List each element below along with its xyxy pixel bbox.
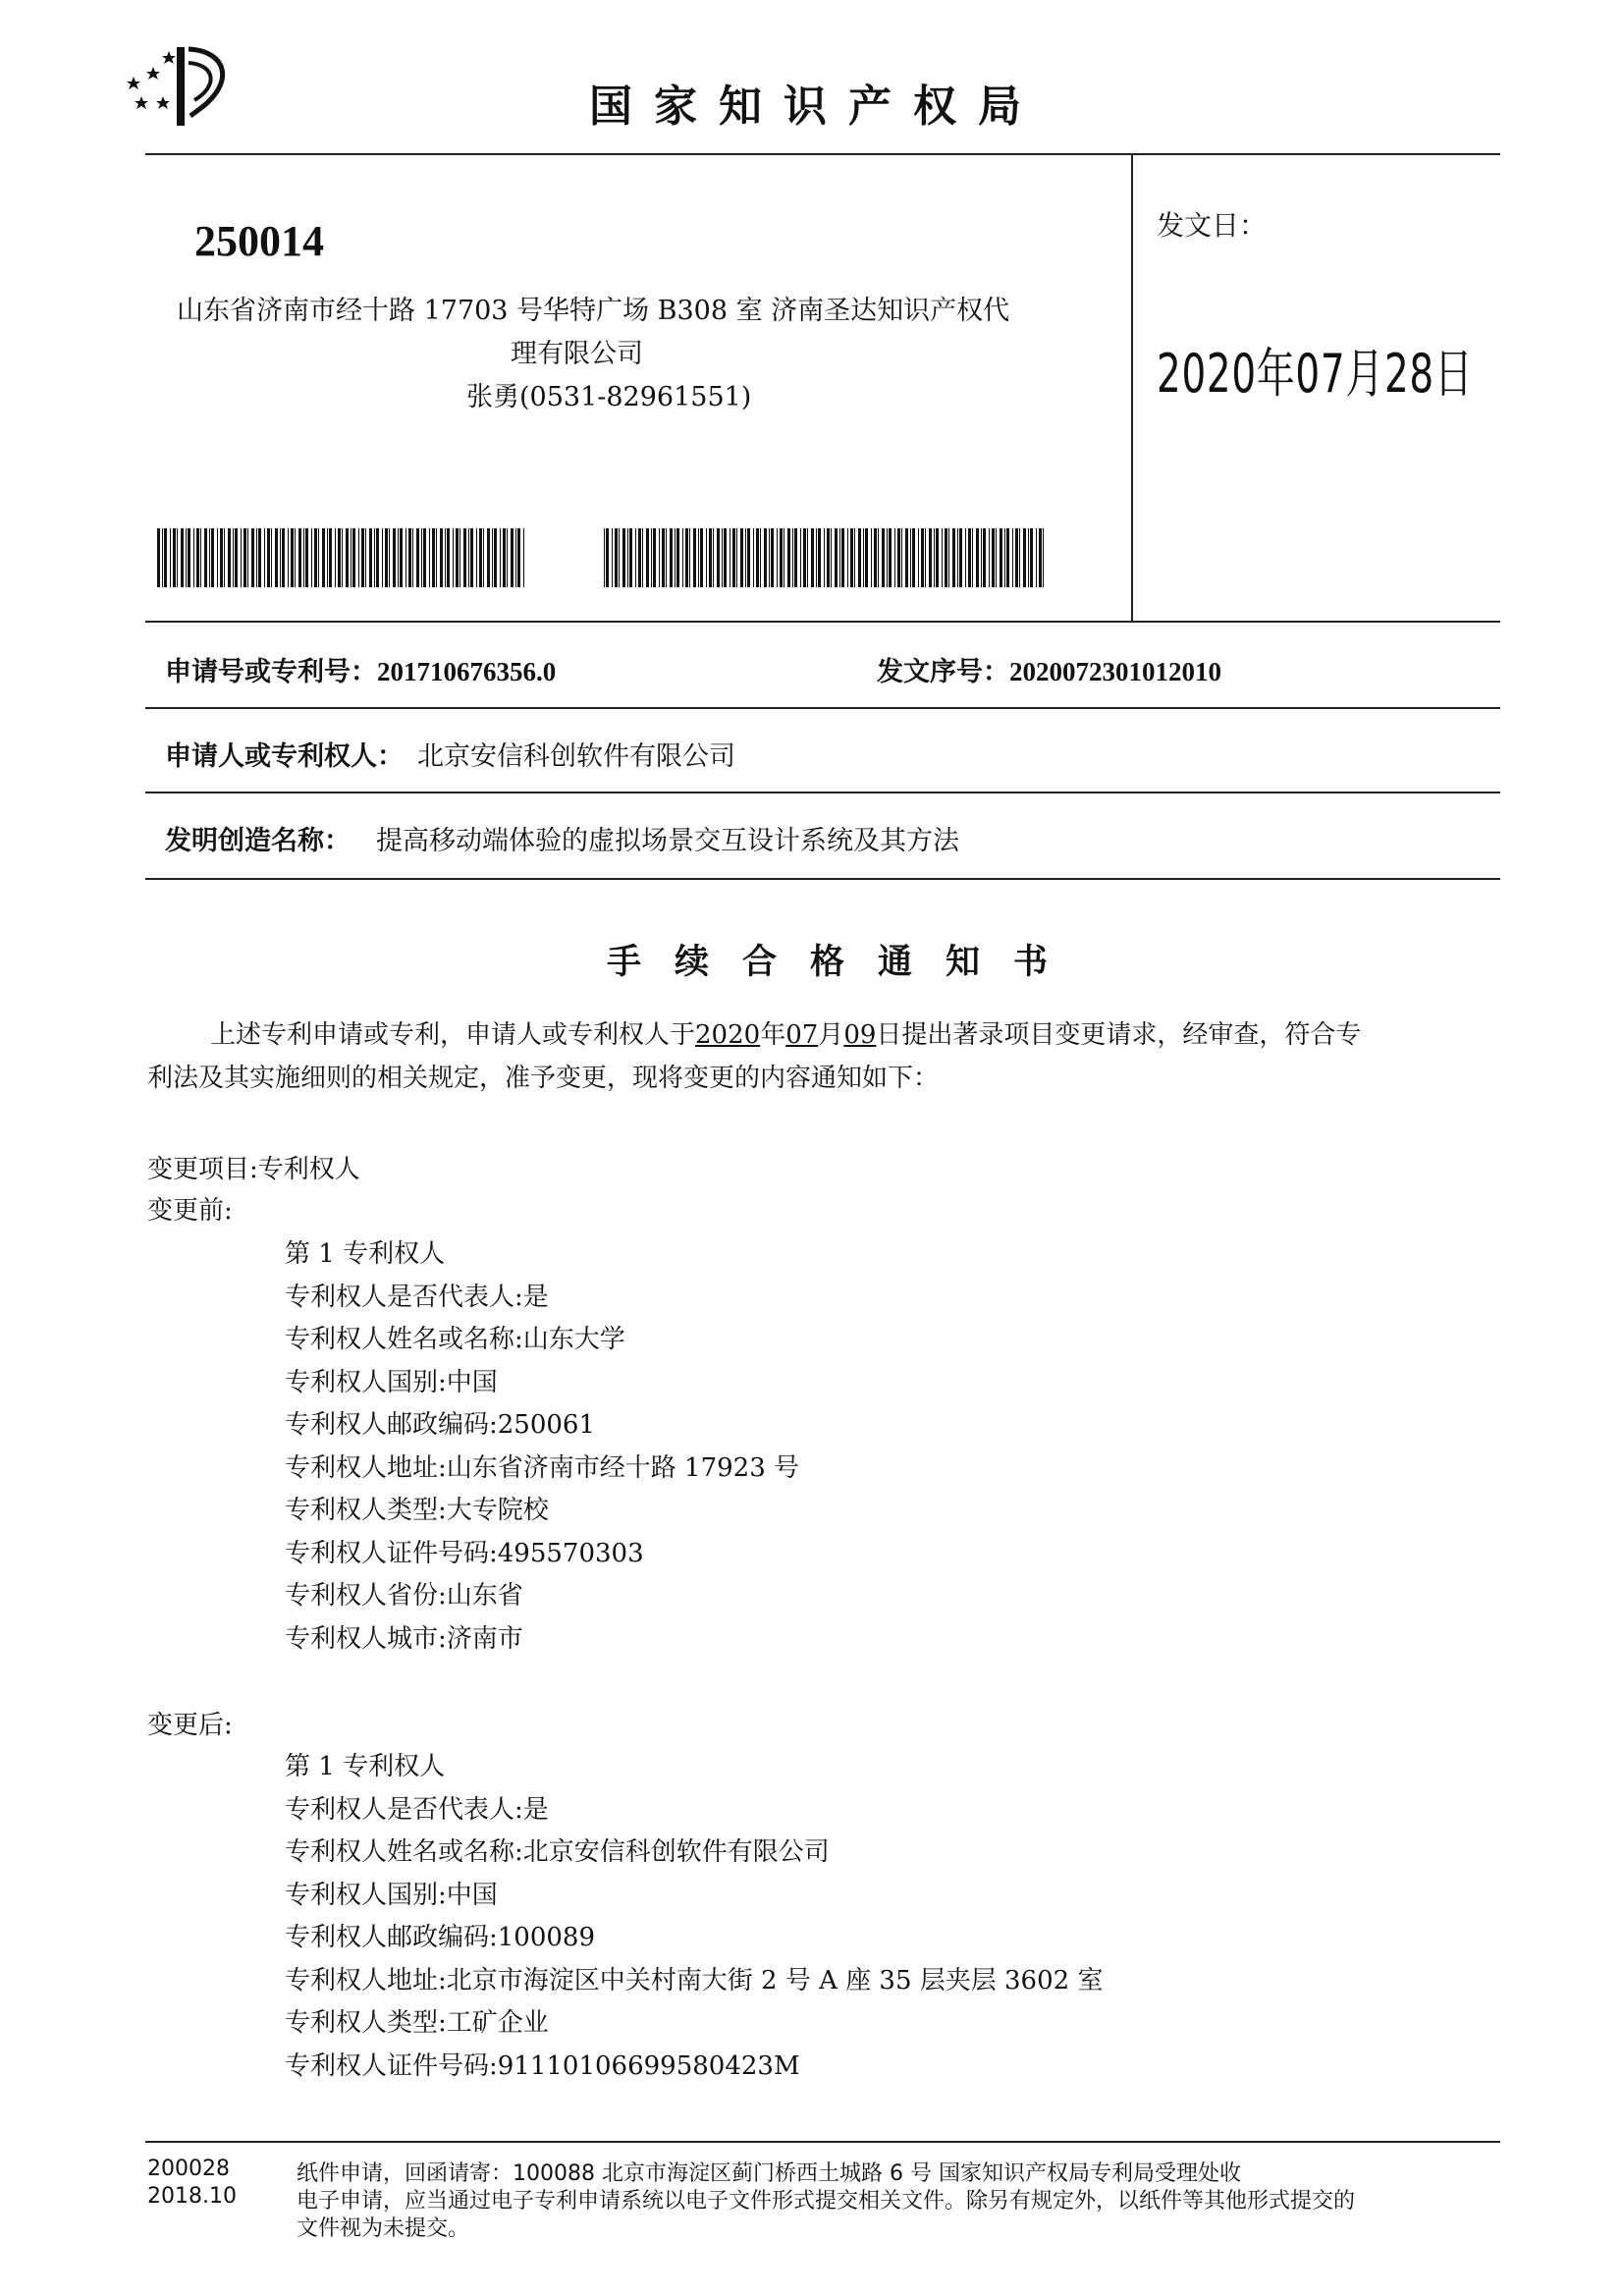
barcode-bar bbox=[992, 528, 995, 587]
barcode-bar bbox=[887, 528, 888, 587]
barcode-bar bbox=[910, 528, 911, 587]
barcode-bar bbox=[780, 528, 783, 587]
fields-top-rule bbox=[145, 621, 1500, 623]
before-label: 变更前: bbox=[147, 1196, 233, 1226]
barcode-bar bbox=[453, 528, 454, 587]
barcode-bar bbox=[878, 528, 879, 587]
request-day: 09 bbox=[843, 1020, 877, 1050]
barcode-bar bbox=[952, 528, 955, 587]
barcode-bar bbox=[713, 528, 714, 587]
barcode-bar bbox=[827, 528, 830, 587]
send-date-value: 2020年07月28日 bbox=[1157, 343, 1474, 405]
application-no-value: 201710676356.0 bbox=[377, 657, 557, 686]
barcode-bar bbox=[1043, 528, 1044, 587]
barcode-bar bbox=[709, 528, 712, 587]
notice-intro-line2: 利法及其实施细则的相关规定，准予变更，现将变更的内容通知如下： bbox=[147, 1064, 940, 1093]
barcode-bar bbox=[858, 528, 861, 587]
barcode-bar bbox=[251, 528, 254, 587]
barcode-bar bbox=[818, 528, 821, 587]
barcode-bar bbox=[164, 528, 167, 587]
recipient-postcode: 250014 bbox=[194, 217, 324, 265]
before-item: 专利权人邮政编码:250061 bbox=[285, 1410, 596, 1440]
barcode-bar bbox=[365, 528, 366, 587]
before-item: 专利权人城市:济南市 bbox=[285, 1623, 523, 1654]
barcode-bar bbox=[503, 528, 506, 587]
barcode-bar bbox=[1019, 528, 1020, 587]
barcode-bar bbox=[200, 528, 201, 587]
intro-text-a: 上述专利申请或专利，申请人或专利权人于 bbox=[210, 1020, 696, 1050]
barcode-bar bbox=[619, 528, 620, 587]
barcode-bar bbox=[314, 528, 317, 587]
barcode-bar bbox=[305, 528, 308, 587]
barcode-bar bbox=[329, 528, 332, 587]
fields-rule-3 bbox=[145, 792, 1500, 793]
barcode-bar bbox=[983, 528, 986, 587]
barcode-bar bbox=[689, 528, 690, 587]
barcode-bar bbox=[816, 528, 817, 587]
barcode-bar bbox=[196, 528, 199, 587]
barcode-bar bbox=[515, 528, 516, 587]
barcode-bar bbox=[724, 528, 727, 587]
barcode-bar bbox=[483, 528, 484, 587]
applicant-label: 申请人或专利权人： bbox=[165, 741, 404, 772]
barcode-bar bbox=[839, 528, 840, 587]
barcode-bar bbox=[1004, 528, 1005, 587]
after-item: 第 1 专利权人 bbox=[285, 1752, 446, 1781]
barcode-bar bbox=[193, 528, 194, 587]
barcode-bar bbox=[942, 528, 943, 587]
barcode-bar bbox=[440, 528, 443, 587]
barcode-bar bbox=[385, 528, 388, 587]
barcode-bar bbox=[1039, 528, 1042, 587]
barcode-bar bbox=[894, 528, 895, 587]
barcode-bar bbox=[456, 528, 459, 587]
barcode-bar bbox=[756, 528, 759, 587]
barcode-bar bbox=[934, 528, 935, 587]
barcode-bar bbox=[275, 528, 278, 587]
barcode-bar bbox=[241, 528, 242, 587]
after-item: 专利权人国别:中国 bbox=[285, 1880, 498, 1910]
barcode-bar bbox=[421, 528, 422, 587]
barcode-bar bbox=[854, 528, 855, 587]
notice-intro-line1 bbox=[210, 1013, 1516, 1057]
footer-form-code: 200028 bbox=[147, 2157, 230, 2181]
recipient-contact: 张勇(0531-82961551) bbox=[466, 382, 752, 412]
footer-line3: 文件视为未提交。 bbox=[297, 2216, 470, 2241]
application-no-row bbox=[165, 650, 556, 688]
barcode-bar bbox=[612, 528, 613, 587]
barcode-bar bbox=[282, 528, 285, 587]
barcode-bar bbox=[393, 528, 396, 587]
barcode-bar bbox=[976, 528, 979, 587]
footer-line1: 纸件申请，回函请寄：100088 北京市海淀区蓟门桥西土城路 6 号 国家知识产权局专利局受理处收 bbox=[297, 2161, 1241, 2186]
barcode-bar bbox=[865, 528, 868, 587]
after-label: 变更后: bbox=[147, 1711, 233, 1740]
barcode-bar bbox=[233, 528, 234, 587]
barcode-bar bbox=[468, 528, 469, 587]
serial-no-row bbox=[877, 650, 1221, 688]
barcode-bar bbox=[745, 528, 746, 587]
barcode-bar bbox=[662, 528, 665, 587]
request-year: 2020 bbox=[695, 1020, 761, 1050]
barcode-bar bbox=[228, 528, 231, 587]
barcode-bar bbox=[706, 528, 707, 587]
barcode-bar bbox=[507, 528, 508, 587]
invention-row bbox=[165, 819, 959, 857]
barcode-bar bbox=[298, 528, 301, 587]
barcode-bar bbox=[698, 528, 699, 587]
barcode-bar bbox=[606, 528, 609, 587]
barcode-bar bbox=[247, 528, 248, 587]
barcode-bar bbox=[335, 528, 336, 587]
barcode-bar bbox=[972, 528, 973, 587]
barcode-bar bbox=[258, 528, 261, 587]
barcode-bar bbox=[747, 528, 750, 587]
after-item: 专利权人地址:北京市海淀区中关村南大街 2 号 A 座 35 层夹层 3602 室 bbox=[285, 1965, 1104, 1995]
barcode-bar bbox=[322, 528, 325, 587]
barcode-bar bbox=[243, 528, 246, 587]
serial-no-label: 发文序号： bbox=[877, 657, 1009, 687]
after-item: 专利权人证件号码:91110106699580423M bbox=[285, 2050, 800, 2081]
barcode-bar bbox=[811, 528, 814, 587]
barcode-bar bbox=[764, 528, 767, 587]
before-item: 专利权人是否代表人:是 bbox=[285, 1282, 549, 1312]
barcode-bar bbox=[479, 528, 482, 587]
barcode-bar bbox=[1030, 528, 1033, 587]
barcode-bar bbox=[432, 528, 435, 587]
fields-bottom-rule bbox=[145, 878, 1500, 880]
barcode-bar bbox=[901, 528, 902, 587]
intro-month-char: 月 bbox=[818, 1020, 844, 1050]
barcode-bar bbox=[604, 528, 605, 587]
barcode-bar bbox=[651, 528, 652, 587]
barcode-bar bbox=[925, 528, 926, 587]
barcode-bar bbox=[500, 528, 501, 587]
barcode-bar bbox=[291, 528, 294, 587]
barcode-bar bbox=[436, 528, 437, 587]
barcode-bar bbox=[280, 528, 281, 587]
intro-text-b: 日提出著录项目变更请求，经审查，符合专 bbox=[876, 1020, 1362, 1050]
barcode-bar bbox=[1023, 528, 1026, 587]
barcode-bar bbox=[642, 528, 643, 587]
barcode-bar bbox=[968, 528, 971, 587]
barcode-bar bbox=[209, 528, 210, 587]
barcode-bar bbox=[264, 528, 265, 587]
barcode-bar bbox=[288, 528, 289, 587]
barcode-bar bbox=[382, 528, 383, 587]
before-item: 专利权人地址:山东省济南市经十路 17923 号 bbox=[285, 1452, 799, 1483]
agency-title: 国家知识产权局 bbox=[589, 82, 1043, 132]
before-item: 专利权人姓名或名称:山东大学 bbox=[285, 1325, 625, 1354]
barcode-bar bbox=[470, 528, 473, 587]
barcode-bar bbox=[447, 528, 450, 587]
barcode-bar bbox=[170, 528, 171, 587]
barcode-bar bbox=[863, 528, 864, 587]
barcode-bar bbox=[204, 528, 207, 587]
request-month: 07 bbox=[785, 1020, 819, 1050]
barcode-bar bbox=[311, 528, 312, 587]
barcode-bar bbox=[1028, 528, 1029, 587]
barcode-bar bbox=[358, 528, 359, 587]
barcode-bar bbox=[800, 528, 801, 587]
barcode-bar bbox=[622, 528, 625, 587]
barcode-bar bbox=[295, 528, 296, 587]
barcode-bar bbox=[492, 528, 493, 587]
barcode-right bbox=[604, 528, 1048, 587]
after-item: 专利权人类型:工矿企业 bbox=[285, 2008, 549, 2038]
barcode-bar bbox=[361, 528, 364, 587]
barcode-bar bbox=[389, 528, 390, 587]
barcode-bar bbox=[342, 528, 343, 587]
barcode-bar bbox=[921, 528, 924, 587]
barcode-bar bbox=[352, 528, 355, 587]
barcode-bar bbox=[494, 528, 497, 587]
barcode-bar bbox=[416, 528, 419, 587]
barcode-bar bbox=[996, 528, 997, 587]
barcode-bar bbox=[629, 528, 632, 587]
barcode-bar bbox=[957, 528, 958, 587]
barcode-bar bbox=[787, 528, 790, 587]
date-divider bbox=[1131, 153, 1133, 621]
intro-year-char: 年 bbox=[760, 1020, 786, 1050]
barcode-bar bbox=[211, 528, 214, 587]
barcode-bar bbox=[157, 528, 160, 587]
barcode-bar bbox=[412, 528, 413, 587]
barcode-bar bbox=[685, 528, 688, 587]
invention-label: 发明创造名称： bbox=[165, 826, 351, 856]
barcode-bar bbox=[188, 528, 190, 587]
footer-line2: 电子申请，应当通过电子专利申请系统以电子文件形式提交相关文件。除另有规定外，以纸件等其他形式提交的 bbox=[297, 2189, 1356, 2214]
barcode-bar bbox=[732, 528, 735, 587]
barcode-bar bbox=[722, 528, 723, 587]
barcode-bar bbox=[936, 528, 939, 587]
barcode-bar bbox=[905, 528, 908, 587]
barcode-bar bbox=[700, 528, 703, 587]
barcode-bar bbox=[912, 528, 915, 587]
barcode-bar bbox=[429, 528, 430, 587]
barcode-bar bbox=[824, 528, 825, 587]
barcode-bar bbox=[717, 528, 720, 587]
invention-value: 提高移动端体验的虚拟场景交互设计系统及其方法 bbox=[376, 826, 959, 856]
barcode-bar bbox=[682, 528, 683, 587]
barcode-bar bbox=[318, 528, 319, 587]
barcode-bar bbox=[463, 528, 466, 587]
barcode-bar bbox=[177, 528, 178, 587]
barcode-bar bbox=[1015, 528, 1018, 587]
barcode-bar bbox=[181, 528, 184, 587]
barcode-bar bbox=[771, 528, 774, 587]
barcode-bar bbox=[670, 528, 673, 587]
footer-form-date: 2018.10 bbox=[147, 2184, 237, 2209]
barcode-bar bbox=[256, 528, 257, 587]
recipient-address-line2: 理有限公司 bbox=[511, 339, 643, 369]
barcode-bar bbox=[374, 528, 375, 587]
barcode-bar bbox=[445, 528, 446, 587]
barcode-bar bbox=[162, 528, 163, 587]
barcode-bar bbox=[173, 528, 176, 587]
barcode-bar bbox=[889, 528, 892, 587]
barcode-bar bbox=[398, 528, 399, 587]
barcode-bar bbox=[1012, 528, 1013, 587]
barcode-bar bbox=[186, 528, 187, 587]
application-no-label: 申请号或专利号： bbox=[165, 657, 377, 687]
barcode-bar bbox=[646, 528, 649, 587]
barcode-bar bbox=[235, 528, 238, 587]
barcode-bar bbox=[271, 528, 272, 587]
barcode-bar bbox=[338, 528, 341, 587]
barcode-bar bbox=[897, 528, 900, 587]
barcode-bar bbox=[400, 528, 403, 587]
barcode-bar bbox=[217, 528, 218, 587]
barcode-bar bbox=[831, 528, 832, 587]
barcode-bar bbox=[635, 528, 636, 587]
barcode-bar bbox=[803, 528, 806, 587]
barcode-bar bbox=[918, 528, 919, 587]
barcode-bar bbox=[1006, 528, 1009, 587]
barcode-bar bbox=[794, 528, 797, 587]
after-item: 专利权人是否代表人:是 bbox=[285, 1794, 549, 1825]
barcode-bar bbox=[220, 528, 223, 587]
barcode-bar bbox=[841, 528, 844, 587]
before-item: 专利权人证件号码:495570303 bbox=[285, 1538, 644, 1568]
barcode-bar bbox=[1000, 528, 1002, 587]
barcode-bar bbox=[267, 528, 270, 587]
send-date-label: 发文日： bbox=[1157, 209, 1268, 242]
barcode-bar bbox=[835, 528, 838, 587]
before-item: 第 1 专利权人 bbox=[285, 1239, 446, 1269]
barcode-bar bbox=[882, 528, 885, 587]
barcode-bar bbox=[376, 528, 379, 587]
barcode-bar bbox=[346, 528, 349, 587]
barcode-bar bbox=[850, 528, 853, 587]
barcode-bar bbox=[792, 528, 793, 587]
barcode-bar bbox=[675, 528, 676, 587]
barcode-bar bbox=[369, 528, 372, 587]
applicant-row bbox=[165, 735, 735, 773]
before-item: 专利权人国别:中国 bbox=[285, 1367, 498, 1397]
barcode-bar bbox=[874, 528, 877, 587]
barcode-bar bbox=[769, 528, 770, 587]
barcode-bar bbox=[523, 528, 524, 587]
barcode-bar bbox=[740, 528, 743, 587]
barcode-bar bbox=[517, 528, 520, 587]
before-item: 专利权人类型:大专院校 bbox=[285, 1496, 549, 1525]
barcode-bar bbox=[487, 528, 490, 587]
barcode-bar bbox=[224, 528, 225, 587]
footer-rule bbox=[145, 2141, 1500, 2143]
recipient-address-line1: 山东省济南市经十路 17703 号华特广场 B308 室 济南圣达知识产权代 bbox=[177, 296, 1010, 326]
applicant-value: 北京安信科创软件有限公司 bbox=[417, 741, 735, 772]
cnipa-logo bbox=[120, 39, 247, 137]
barcode-bar bbox=[1036, 528, 1037, 587]
barcode-bar bbox=[965, 528, 966, 587]
barcode-bar bbox=[948, 528, 949, 587]
barcode-bar bbox=[693, 528, 696, 587]
header-rule bbox=[145, 153, 1500, 155]
barcode-bar bbox=[945, 528, 947, 587]
barcode-bar bbox=[871, 528, 872, 587]
before-item: 专利权人省份:山东省 bbox=[285, 1581, 523, 1611]
barcode-bar bbox=[981, 528, 982, 587]
barcode-bar bbox=[736, 528, 737, 587]
barcode-bar bbox=[615, 528, 618, 587]
barcode-bar bbox=[959, 528, 962, 587]
barcode-bar bbox=[760, 528, 761, 587]
barcode-bar bbox=[777, 528, 778, 587]
barcode-bar bbox=[753, 528, 754, 587]
barcode-bar bbox=[511, 528, 514, 587]
barcode-bar bbox=[807, 528, 808, 587]
change-item: 变更项目:专利权人 bbox=[147, 1155, 360, 1184]
notice-title: 手续合格通知书 bbox=[607, 943, 1082, 982]
barcode-bar bbox=[627, 528, 628, 587]
barcode-bar bbox=[423, 528, 426, 587]
barcode-bar bbox=[638, 528, 641, 587]
barcode-bar bbox=[303, 528, 304, 587]
barcode-bar bbox=[653, 528, 656, 587]
barcode-bar bbox=[676, 528, 679, 587]
barcode-bar bbox=[476, 528, 477, 587]
barcode-bar bbox=[847, 528, 848, 587]
serial-no-value: 2020072301012010 bbox=[1009, 657, 1221, 686]
barcode-bar bbox=[989, 528, 990, 587]
barcode-bar bbox=[327, 528, 328, 587]
barcode-bar bbox=[659, 528, 660, 587]
after-item: 专利权人姓名或名称:北京安信科创软件有限公司 bbox=[285, 1837, 830, 1867]
barcode-bar bbox=[408, 528, 411, 587]
fields-rule-2 bbox=[145, 707, 1500, 709]
barcode-bar bbox=[929, 528, 932, 587]
barcode-bar bbox=[666, 528, 667, 587]
barcode-left bbox=[157, 528, 528, 587]
after-item: 专利权人邮政编码:100089 bbox=[285, 1923, 596, 1952]
